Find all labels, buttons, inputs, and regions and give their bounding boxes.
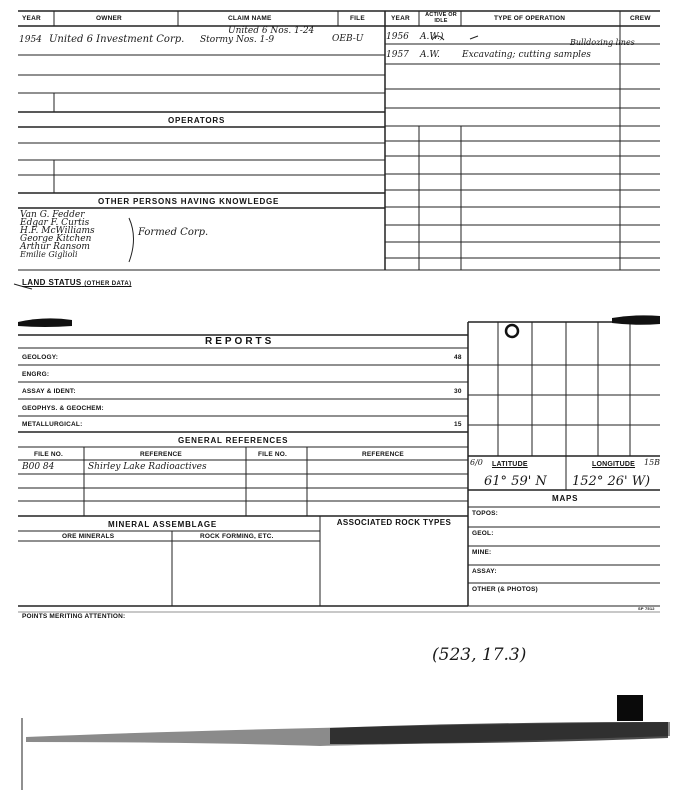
ref-col-file-no: FILE NO.	[34, 451, 64, 458]
ownership-claim-line1: United 6 Nos. 1-24	[228, 26, 315, 36]
maps-title: MAPS	[552, 494, 579, 503]
report-geophys-label: GEOPHYS. & GEOCHEM:	[22, 405, 104, 412]
land-status-label: LAND STATUS (OTHER DATA)	[22, 278, 132, 287]
header-type-of-operation: TYPE OF OPERATION	[494, 15, 566, 22]
knowledge-title: OTHER PERSONS HAVING KNOWLEDGE	[98, 197, 280, 206]
report-assay-num: 30	[454, 388, 462, 395]
maps-mine: MINE:	[472, 549, 492, 556]
knowledge-person-1: Van G. Fedder	[20, 210, 85, 220]
knowledge-person-3: H.F. McWilliams	[20, 226, 95, 236]
ref-entry-file-no: B00 84	[22, 462, 55, 472]
operators-title: OPERATORS	[168, 116, 226, 125]
mineral-assemblage-title: MINERAL ASSEMBLAGE	[108, 520, 218, 529]
op1-year: 1956	[386, 32, 409, 42]
header-claim-name: CLAIM NAME	[228, 15, 272, 22]
knowledge-person-4: George Kitchen	[20, 234, 92, 244]
longitude-label: LONGITUDE	[592, 461, 636, 468]
report-geology-num: 48	[454, 354, 462, 361]
mineral-ore-label: ORE MINERALS	[62, 533, 115, 540]
lon-suffix: 15B	[644, 458, 661, 467]
op2-status: A.W.	[420, 50, 440, 60]
report-geology-label: GEOLOGY:	[22, 354, 59, 361]
header-file: FILE	[350, 15, 365, 22]
maps-other-photos: OTHER (& PHOTOS)	[472, 586, 538, 593]
location-annotation: (523, 17.3)	[432, 645, 527, 665]
longitude-value: 152° 26' W)	[572, 474, 651, 489]
maps-geol: GEOL:	[472, 530, 494, 537]
maps-assay: ASSAY:	[472, 568, 497, 575]
report-engrg-label: ENGRG:	[22, 371, 50, 378]
report-assay-label: ASSAY & IDENT:	[22, 388, 76, 395]
knowledge-person-5: Arthur Ransom	[20, 242, 90, 252]
op1-status: A.W.)	[420, 32, 444, 42]
knowledge-person-2: Edgar F. Curtis	[20, 218, 90, 228]
header-year: YEAR	[22, 15, 41, 22]
report-metallurgical-num: 15	[454, 421, 462, 428]
ref-entry-reference: Shirley Lake Radioactives	[88, 462, 207, 472]
op2-type-above: Bulldozing lines	[570, 38, 635, 47]
maps-topos: TOPOS:	[472, 510, 499, 517]
form-number: SP 7512	[638, 606, 655, 611]
ownership-claim-line2: Stormy Nos. 1-9	[200, 35, 275, 45]
ownership-file: OEB-U	[332, 34, 364, 44]
reports-title: REPORTS	[205, 336, 275, 347]
header-year2: YEAR	[391, 15, 410, 22]
ownership-owner: United 6 Investment Corp.	[49, 34, 185, 45]
header-crew: CREW	[630, 15, 651, 22]
ownership-year: 1954	[19, 35, 42, 45]
ref-col-reference: REFERENCE	[140, 451, 182, 458]
mineral-rock-label: ROCK FORMING, ETC.	[200, 533, 274, 540]
header-active-or-idle: ACTIVE OR IDLE	[425, 12, 457, 24]
latitude-label: LATITUDE	[492, 461, 528, 468]
knowledge-note: Formed Corp.	[138, 227, 209, 238]
knowledge-person-6: Emilie Giglioli	[20, 250, 78, 259]
ref-col-reference2: REFERENCE	[362, 451, 404, 458]
op2-type: Excavating; cutting samples	[462, 50, 591, 60]
header-owner: OWNER	[96, 15, 122, 22]
op2-year: 1957	[386, 50, 409, 60]
latitude-value: 61° 59' N	[484, 474, 547, 489]
report-metallurgical-label: METALLURGICAL:	[22, 421, 83, 428]
points-meriting-attention-label: POINTS MERITING ATTENTION:	[22, 613, 126, 620]
lat-prefix: 6/0	[470, 458, 483, 467]
associated-rock-types-label: ASSOCIATED ROCK TYPES	[336, 518, 452, 527]
general-references-title: GENERAL REFERENCES	[178, 436, 289, 445]
ref-col-file-no2: FILE NO.	[258, 451, 288, 458]
